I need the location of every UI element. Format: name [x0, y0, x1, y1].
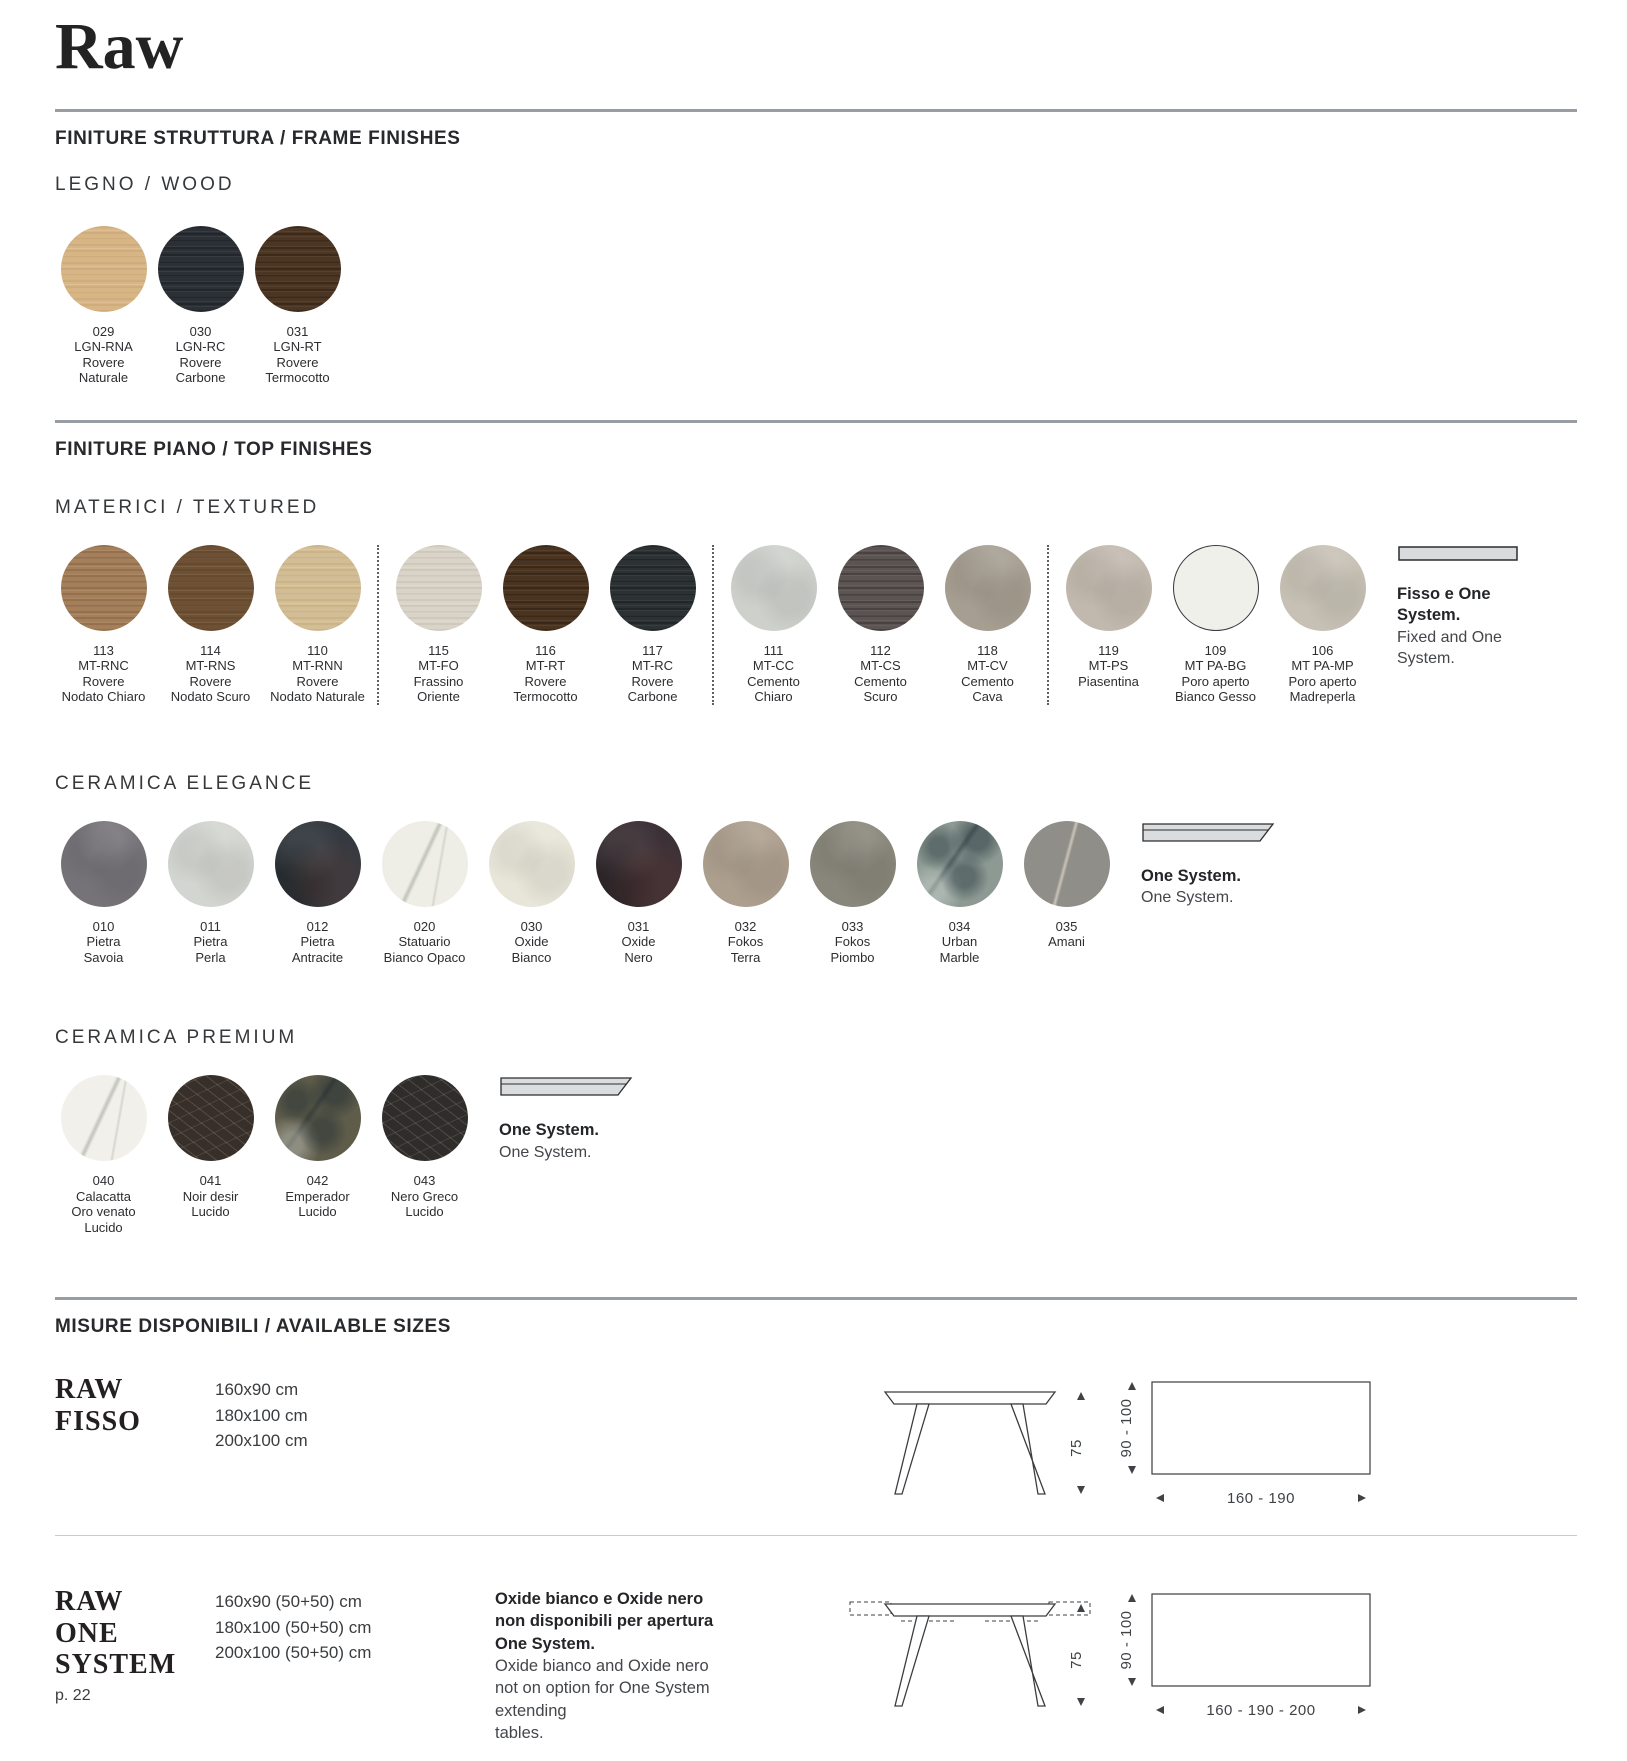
- table-top-view-diagram: [1100, 1586, 1400, 1731]
- finish-swatch-circle: [275, 545, 361, 631]
- finish-swatch-label: 020 Statuario Bianco Opaco: [383, 918, 466, 965]
- finish-swatch-012: [269, 821, 366, 966]
- finish-swatch-114: [162, 545, 259, 705]
- finish-swatch-circle: [610, 545, 696, 631]
- finish-swatch-label: 114 MT-RNS Rovere Nodato Scuro: [170, 642, 251, 705]
- finish-swatch-label: 032 Fokos Terra: [727, 918, 764, 965]
- finish-swatch-label: 010 Pietra Savoia: [83, 918, 124, 965]
- finish-swatch-circle: [1024, 821, 1110, 907]
- finish-swatch-label: 033 Fokos Piombo: [830, 918, 875, 965]
- finish-swatch-label: 117 MT-RC Rovere Carbone: [627, 642, 678, 705]
- size-row-raw-fisso: [55, 1374, 1577, 1519]
- available-sizes-heading: MISURE DISPONIBILI / AVAILABLE SIZES: [55, 1316, 451, 1338]
- finish-swatch-label: 011 Pietra Perla: [193, 918, 228, 965]
- finish-swatch-116: [497, 545, 594, 705]
- height-dimension-label: 75: [1068, 1439, 1085, 1458]
- fixed-and-one-system-note: [1397, 545, 1547, 670]
- variant-name-text: RAW FISSO: [55, 1374, 141, 1437]
- finish-swatch-031: [249, 226, 346, 386]
- height-dimension-label: 75: [1068, 1651, 1085, 1670]
- group-divider: [377, 545, 379, 705]
- finish-swatch-113: [55, 545, 152, 705]
- wood-swatch-row: [55, 226, 1577, 386]
- size-note: [495, 1586, 845, 1744]
- finish-swatch-043: [376, 1075, 473, 1235]
- finish-swatch-circle: [489, 821, 575, 907]
- finish-swatch-label: 030 LGN-RC Rovere Carbone: [175, 323, 226, 386]
- one-system-top-profile-icon: [1141, 821, 1279, 845]
- finish-swatch-circle: [158, 226, 244, 312]
- finish-swatch-119: [1060, 545, 1157, 705]
- finish-swatch-circle: [596, 821, 682, 907]
- size-list: 160x90 (50+50) cm 180x100 (50+50) cm 200x100 (50+50) cm: [215, 1592, 372, 1663]
- finish-swatch-circle: [382, 821, 468, 907]
- variant-name-text: RAW ONE SYSTEM: [55, 1586, 177, 1681]
- finish-swatch-circle: [703, 821, 789, 907]
- finish-swatch-030: [152, 226, 249, 386]
- group-divider: [712, 545, 714, 705]
- note-bold-text: One System.: [499, 1121, 599, 1140]
- finish-swatch-circle: [917, 821, 1003, 907]
- finish-swatch-circle: [255, 226, 341, 312]
- size-rows-container: [55, 1374, 1577, 1744]
- table-side-view-diagram: [845, 1586, 1100, 1731]
- finish-swatch-circle: [275, 821, 361, 907]
- finish-swatch-circle: [382, 1075, 468, 1161]
- note-bold-text: Fisso e One System.: [1397, 584, 1491, 625]
- group-divider: [1047, 545, 1049, 705]
- finish-swatch-circle: [168, 821, 254, 907]
- finish-swatch-020: [376, 821, 473, 966]
- finish-swatch-label: 119 MT-PS Piasentina: [1078, 642, 1139, 689]
- finish-swatch-033: [804, 821, 901, 966]
- finish-swatch-010: [55, 821, 152, 966]
- finish-swatch-label: 012 Pietra Antracite: [291, 918, 344, 965]
- finish-swatch-029: [55, 226, 152, 386]
- finish-swatch-031: [590, 821, 687, 966]
- finish-swatch-circle: [61, 821, 147, 907]
- finish-swatch-label: 112 MT-CS Cemento Scuro: [854, 642, 907, 705]
- finish-swatch-circle: [61, 545, 147, 631]
- section-divider: [55, 1297, 1577, 1300]
- finish-swatch-circle: [61, 226, 147, 312]
- one-system-top-profile-icon: [499, 1075, 637, 1099]
- length-dimension-label: 160 - 190: [1227, 1490, 1295, 1508]
- finish-swatch-circle: [396, 545, 482, 631]
- textured-swatch-group: [725, 545, 1036, 705]
- finish-swatch-label: 040 Calacatta Oro venato Lucido: [71, 1173, 136, 1235]
- textured-swatch-row: [55, 545, 1577, 705]
- finish-swatch-118: [939, 545, 1036, 705]
- finish-swatch-circle: [61, 1075, 147, 1161]
- finish-swatch-label: 035 Amani: [1048, 918, 1085, 950]
- textured-group-label: MATERICI / TEXTURED: [55, 496, 320, 518]
- finish-swatch-label: 031 Oxide Nero: [621, 918, 656, 965]
- textured-swatch-group: [55, 545, 366, 705]
- size-list: 160x90 cm 180x100 cm 200x100 cm: [215, 1380, 308, 1451]
- finish-swatch-circle: [731, 545, 817, 631]
- finish-swatch-label: 034 Urban Marble: [939, 918, 980, 965]
- finish-swatch-034: [911, 821, 1008, 966]
- section-divider: [55, 420, 1577, 423]
- premium-swatch-row: [55, 1075, 1577, 1235]
- wood-group-label: LEGNO / WOOD: [55, 173, 235, 195]
- section-divider: [55, 109, 1577, 112]
- finish-swatch-111: [725, 545, 822, 705]
- finish-swatch-035: [1018, 821, 1115, 966]
- elegance-group-label: CERAMICA ELEGANCE: [55, 772, 314, 794]
- note-bold-text: One System.: [1141, 866, 1241, 885]
- finish-swatch-label: 042 Emperador Lucido: [285, 1173, 350, 1220]
- finish-swatch-030: [483, 821, 580, 966]
- finish-swatch-115: [390, 545, 487, 705]
- finish-swatch-label: 111 MT-CC Cemento Chiaro: [747, 642, 800, 705]
- finish-swatch-042: [269, 1075, 366, 1235]
- finish-swatch-circle: [1173, 545, 1259, 631]
- note-regular-text: One System.: [1141, 889, 1234, 907]
- elegance-swatch-row: [55, 821, 1577, 966]
- finish-swatch-circle: [503, 545, 589, 631]
- finish-swatch-106: [1274, 545, 1371, 705]
- finish-swatch-label: 029 LGN-RNA Rovere Naturale: [74, 323, 133, 386]
- size-note: [495, 1374, 845, 1376]
- finish-swatch-label: 113 MT-RNC Rovere Nodato Chiaro: [61, 642, 146, 705]
- depth-dimension-label: 90 - 100: [1118, 1610, 1135, 1670]
- product-variant-name: [55, 1374, 215, 1443]
- note-regular-text: One System.: [499, 1143, 592, 1161]
- note-regular-text: Fixed and One System.: [1397, 629, 1502, 668]
- finish-swatch-label: 109 MT PA-BG Poro aperto Bianco Gesso: [1175, 642, 1256, 705]
- finish-swatch-032: [697, 821, 794, 966]
- finish-swatch-109: [1167, 545, 1264, 705]
- finish-swatch-label: 118 MT-CV Cemento Cava: [961, 642, 1014, 705]
- note-regular-text: Oxide bianco and Oxide nero not on option for One System extending tables.: [495, 1656, 710, 1742]
- finish-swatch-label: 041 Noir desir Lucido: [182, 1173, 239, 1220]
- product-variant-name: [55, 1586, 215, 1705]
- finish-swatch-label: 031 LGN-RT Rovere Termocotto: [265, 323, 330, 386]
- size-row-raw-one-system: [55, 1586, 1577, 1744]
- finish-swatch-040: [55, 1075, 152, 1235]
- finish-swatch-circle: [810, 821, 896, 907]
- finish-swatch-circle: [168, 545, 254, 631]
- finish-swatch-112: [832, 545, 929, 705]
- fixed-top-profile-icon: [1397, 545, 1525, 563]
- finish-swatch-label: 110 MT-RNN Rovere Nodato Naturale: [270, 642, 365, 705]
- textured-swatch-group: [1060, 545, 1371, 705]
- finish-swatch-117: [604, 545, 701, 705]
- one-system-note: [1141, 821, 1291, 909]
- finish-swatch-circle: [168, 1075, 254, 1161]
- row-divider: [55, 1535, 1577, 1536]
- finish-swatch-circle: [838, 545, 924, 631]
- depth-dimension-label: 90 - 100: [1118, 1398, 1135, 1458]
- table-top-view-diagram: [1100, 1374, 1400, 1519]
- finish-swatch-011: [162, 821, 259, 966]
- page-reference: p. 22: [55, 1687, 91, 1705]
- page-title: Raw: [55, 10, 184, 83]
- finish-swatch-label: 043 Nero Greco Lucido: [390, 1173, 459, 1220]
- finish-swatch-circle: [1066, 545, 1152, 631]
- finish-swatch-label: 115 MT-FO Frassino Oriente: [413, 642, 464, 705]
- length-dimension-label: 160 - 190 - 200: [1206, 1702, 1316, 1720]
- table-side-view-diagram: [845, 1374, 1100, 1519]
- finish-swatch-circle: [945, 545, 1031, 631]
- finish-swatch-041: [162, 1075, 259, 1235]
- finish-swatch-label: 030 Oxide Bianco: [511, 918, 552, 965]
- note-bold-text: Oxide bianco e Oxide nero non disponibili per apertura One System.: [495, 1590, 714, 1653]
- finish-swatch-circle: [1280, 545, 1366, 631]
- textured-swatch-group: [390, 545, 701, 705]
- finish-swatch-circle: [275, 1075, 361, 1161]
- top-finishes-heading: FINITURE PIANO / TOP FINISHES: [55, 438, 373, 460]
- finish-swatch-label: 106 MT PA-MP Poro aperto Madreperla: [1288, 642, 1357, 705]
- finish-swatch-label: 116 MT-RT Rovere Termocotto: [513, 642, 578, 705]
- frame-finishes-heading: FINITURE STRUTTURA / FRAME FINISHES: [55, 127, 461, 149]
- one-system-note: [499, 1075, 649, 1163]
- premium-group-label: CERAMICA PREMIUM: [55, 1027, 298, 1049]
- finish-swatch-110: [269, 545, 366, 705]
